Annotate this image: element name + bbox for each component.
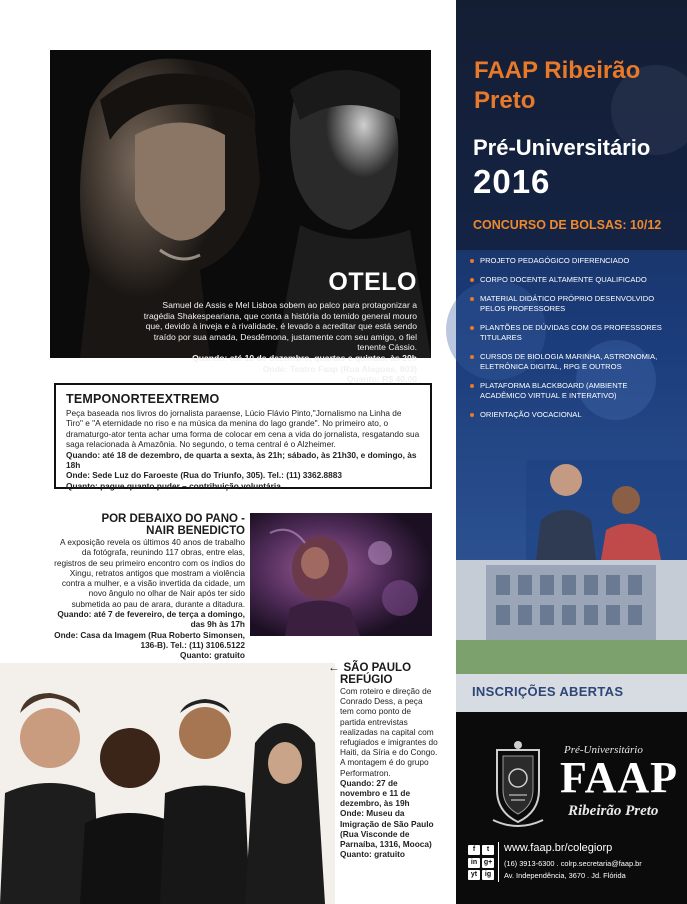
arrow-left-icon: ←	[328, 662, 340, 674]
inscricoes-label[interactable]: INSCRIÇÕES ABERTAS	[472, 684, 624, 699]
ad-feature-item: PLANTÕES DE DÚVIDAS COM OS PROFESSORES TITULARES	[470, 323, 675, 343]
sp-price: Quanto: gratuito	[340, 849, 405, 860]
bullet-icon	[470, 278, 474, 282]
faap-crest-icon	[489, 740, 547, 830]
ad-feature-item: ORIENTAÇÃO VOCACIONAL	[470, 410, 675, 420]
tempo-price: Quanto: pague quanto puder – contribuição voluntária	[66, 480, 281, 491]
instagram-icon[interactable]: ig	[482, 870, 494, 880]
ad-feature-item: MATERIAL DIDÁTICO PRÓPRIO DESENVOLVIDO PELOS PROFESSORES	[470, 294, 675, 314]
tempo-box	[54, 383, 432, 489]
bullet-icon	[470, 259, 474, 263]
sp-description: Com roteiro e direção de Conrado Dess, a peça tem como ponto de partida entrevistas realizadas na capital com refugiados e imigrantes do Haiti, da Síria e do Congo. A montagem é do grupo Performatron.	[340, 686, 438, 778]
ad-feature-item: PROJETO PEDAGÓGICO DIFERENCIADO	[470, 256, 675, 266]
otelo-text-block	[142, 300, 417, 385]
tempo-when: Quando: até 18 de dezembro, de quarta a sexta, às 21h; sábado, às 21h30, e domingo, às 18h	[66, 449, 417, 471]
bullet-icon	[470, 326, 474, 330]
ad-program: Pré-Universitário	[473, 135, 651, 160]
youtube-icon[interactable]: yt	[468, 870, 480, 880]
tempo-where: Onde: Sede Luz do Faroeste (Rua do Triunfo, 305). Tel.: (11) 3362.8883	[66, 470, 343, 481]
linkedin-icon[interactable]: in	[468, 858, 480, 868]
ad-brand-line2: Preto	[474, 87, 536, 114]
pano-title	[90, 513, 245, 537]
faap-advertisement[interactable]	[456, 0, 687, 904]
otelo-price: Quanto: R$ 40,00	[346, 374, 417, 385]
logo-faap: FAAP	[560, 753, 679, 802]
otelo-where: Onde: Teatro Faap (Rua Alagoas, 903)	[262, 363, 417, 374]
pano-title-line1: POR DEBAIXO DO PANO -	[101, 513, 245, 525]
ad-brand	[474, 56, 640, 116]
ad-feature-item: PLATAFORMA BLACKBOARD (AMBIENTE ACADÊMICO VIRTUAL E INTERATIVO)	[470, 381, 675, 401]
pano-price: Quanto: gratuito	[180, 650, 245, 661]
tempo-title: TEMPONORTEEXTREMO	[66, 392, 220, 406]
bullet-icon	[470, 413, 474, 417]
otelo-title: OTELO	[328, 268, 417, 296]
ad-feature-item: CORPO DOCENTE ALTAMENTE QUALIFICADO	[470, 275, 675, 285]
otelo-when: Quando: até 10 de dezembro, quartas e quintas, às 20h	[192, 352, 417, 363]
logo-ribeirao-preto: Ribeirão Preto	[568, 803, 659, 819]
pano-photo	[250, 513, 432, 636]
sp-title-line2: REFÚGIO	[340, 674, 393, 686]
twitter-icon[interactable]: t	[482, 845, 494, 855]
social-icons	[468, 845, 496, 881]
sp-text-block	[340, 686, 438, 859]
bullet-icon	[470, 355, 474, 359]
logo-pre-universitario: Pré-Universitário	[564, 744, 643, 756]
ad-url-link[interactable]: www.faap.br/colegiorp	[504, 842, 613, 854]
ad-address: Av. Independência, 3670 . Jd. Flórida	[504, 871, 626, 880]
pano-where: Onde: Casa da Imagem (Rua Roberto Simonsen, 136-B). Tel.: (11) 3106.5122	[54, 629, 245, 650]
facebook-icon[interactable]: f	[468, 845, 480, 855]
ad-year: 2016	[473, 163, 551, 200]
bullet-icon	[470, 297, 474, 301]
googleplus-icon[interactable]: g+	[483, 858, 493, 866]
tempo-description: Peça baseada nos livros do jornalista paraense, Lúcio Flávio Pinto,"Jornalismo na Linha de Tiro" e "A eternidade no riso e na música da menina do lago grande". No primeiro ato, o dramaturgo-ator tenta achar uma forma de colocar em cena a vida do jornalista, resgatando sua saga relacionada à Amazônia. No segundo, o tema central é o Alzheimer.	[66, 408, 420, 450]
otelo-block	[50, 50, 431, 385]
sp-title	[328, 662, 411, 686]
pano-title-line2: NAIR BENEDICTO	[146, 525, 245, 537]
pano-description: A exposição revela os últimos 40 anos de trabalho da fotógrafa, reunindo 117 obras, entre elas, registros de seu primeiro encontro com os índios do Xingu, retratos antigos que mostram a violência contra a mulher, e a visão invertida da cidade, um novo ângulo no olhar de Nair após ter sido submetida ao pau de arara, durante a ditadura.	[54, 537, 245, 609]
bullet-icon	[470, 384, 474, 388]
sp-where: Onde: Museu da Imigração de São Paulo (Rua Visconde de Parnaíba, 1316, Mooca)	[340, 808, 434, 850]
ad-feature-list	[470, 256, 675, 429]
footer-divider	[498, 842, 499, 882]
ad-feature-item: CURSOS DE BIOLOGIA MARINHA, ASTRONOMIA, ELETRÔNICA DIGITAL, RPG E OUTROS	[470, 352, 675, 372]
pano-text-block	[52, 537, 245, 661]
sp-title-line1: SÃO PAULO	[343, 662, 412, 674]
sp-when: Quando: 27 de novembro e 11 de dezembro, às 19h	[340, 777, 411, 809]
ad-phone-email: (16) 3913-6300 . colrp.secretaria@faap.br	[504, 859, 642, 868]
sp-photo	[0, 663, 335, 904]
ad-concurso: CONCURSO DE BOLSAS: 10/12	[473, 218, 662, 232]
pano-when: Quando: até 7 de fevereiro, de terça a domingo, das 9h às 17h	[57, 609, 245, 630]
otelo-description: Samuel de Assis e Mel Lisboa sobem ao palco para protagonizar a tragédia Shakespeariana, que conta a história do temido general mouro que, devido à inveja e à rivalidade, é levado a acreditar que está sendo traído por sua amada, Desdêmona, justamente com seu amigo, o fiel tenente Cássio.	[143, 300, 417, 353]
ad-brand-line1: FAAP Ribeirão	[474, 57, 641, 84]
